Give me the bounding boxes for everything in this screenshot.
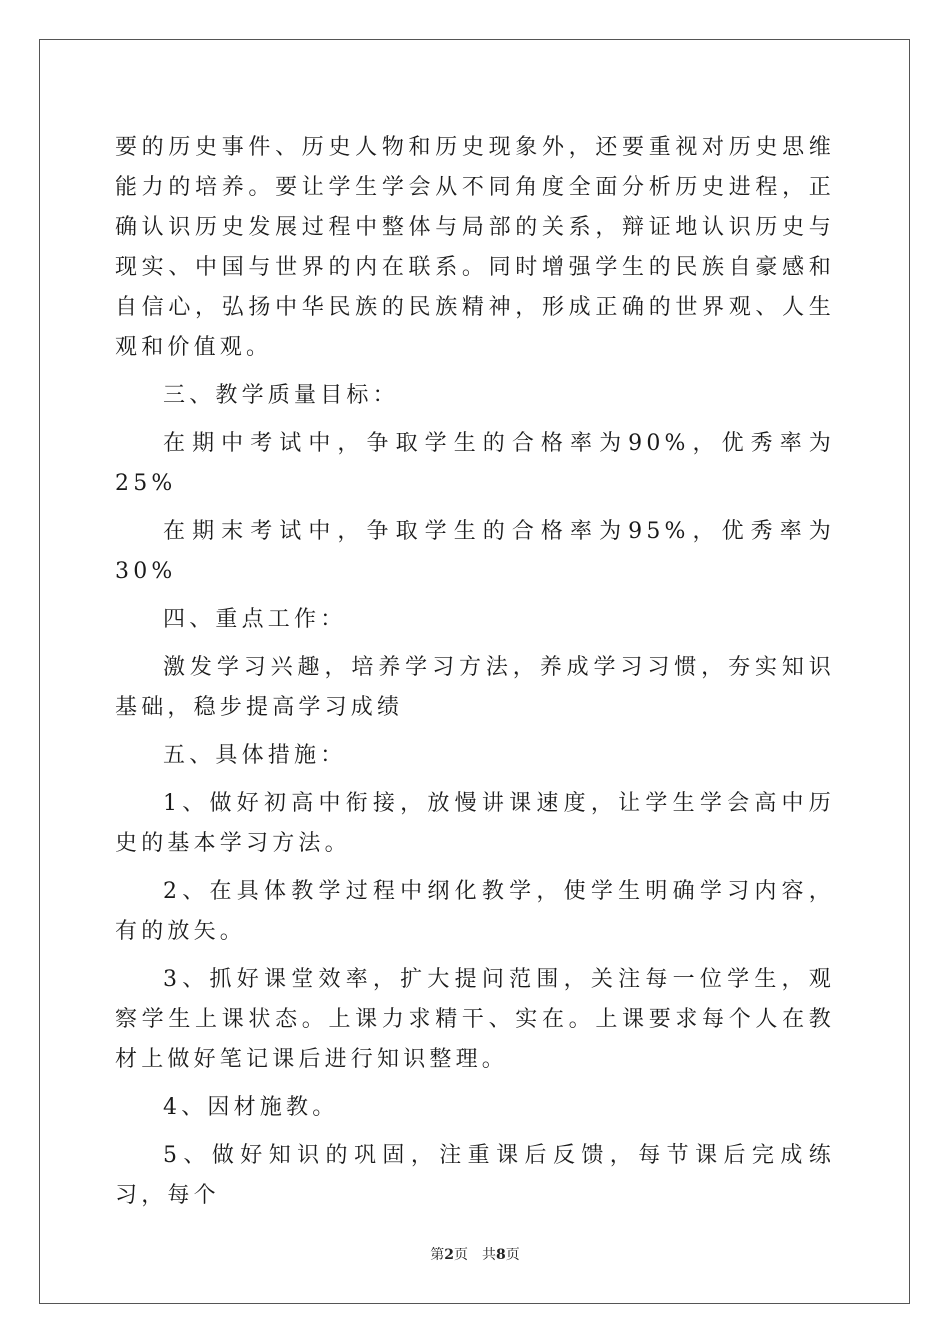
paragraph-midterm-goal: 在期中考试中，争取学生的合格率为90%，优秀率为25% xyxy=(115,431,835,496)
list-item-measure-5: 5、做好知识的巩固，注重课后反馈，每节课后完成练习，每个 xyxy=(115,1143,835,1208)
paragraph-key-work: 激发学习兴趣，培养学习方法，养成学习习惯，夯实知识基础，稳步提高学习成绩 xyxy=(115,655,835,720)
page-footer xyxy=(0,1244,950,1264)
footer-suffix: 页 xyxy=(505,1247,520,1263)
footer-prefix: 第 xyxy=(430,1247,445,1263)
list-item-measure-1: 1、做好初高中衔接，放慢讲课速度，让学生学会高中历史的基本学习方法。 xyxy=(115,791,835,856)
list-item-measure-3: 3、抓好课堂效率，扩大提问范围，关注每一位学生，观察学生上课状态。上课力求精干、实在。上课要求每个人在教材上做好笔记课后进行知识整理。 xyxy=(115,967,835,1072)
paragraph-final-goal: 在期末考试中，争取学生的合格率为95%，优秀率为30% xyxy=(115,519,835,584)
section-heading-quality-goals: 三、教学质量目标： xyxy=(163,383,399,408)
paragraph-continuation: 要的历史事件、历史人物和历史现象外，还要重视对历史思维能力的培养。要让学生学会从不同角度全面分析历史进程，正确认识历史发展过程中整体与局部的关系，辩证地认识历史与现实、中国与世界的内在联系。同时增强学生的民族自豪感和自信心，弘扬中华民族的民族精神，形成正确的世界观、人生观和价值观。 xyxy=(115,135,835,360)
section-heading-key-work: 四、重点工作： xyxy=(163,607,347,632)
list-item-measure-2: 2、在具体教学过程中纲化教学，使学生明确学习内容，有的放矢。 xyxy=(115,879,835,944)
footer-mid: 页 共 xyxy=(454,1247,496,1263)
section-heading-measures: 五、具体措施： xyxy=(163,743,347,768)
footer-total-pages: 8 xyxy=(496,1247,506,1263)
footer-page-number: 2 xyxy=(444,1247,454,1263)
document-body xyxy=(115,128,835,1224)
list-item-measure-4: 4、因材施教。 xyxy=(163,1095,339,1120)
